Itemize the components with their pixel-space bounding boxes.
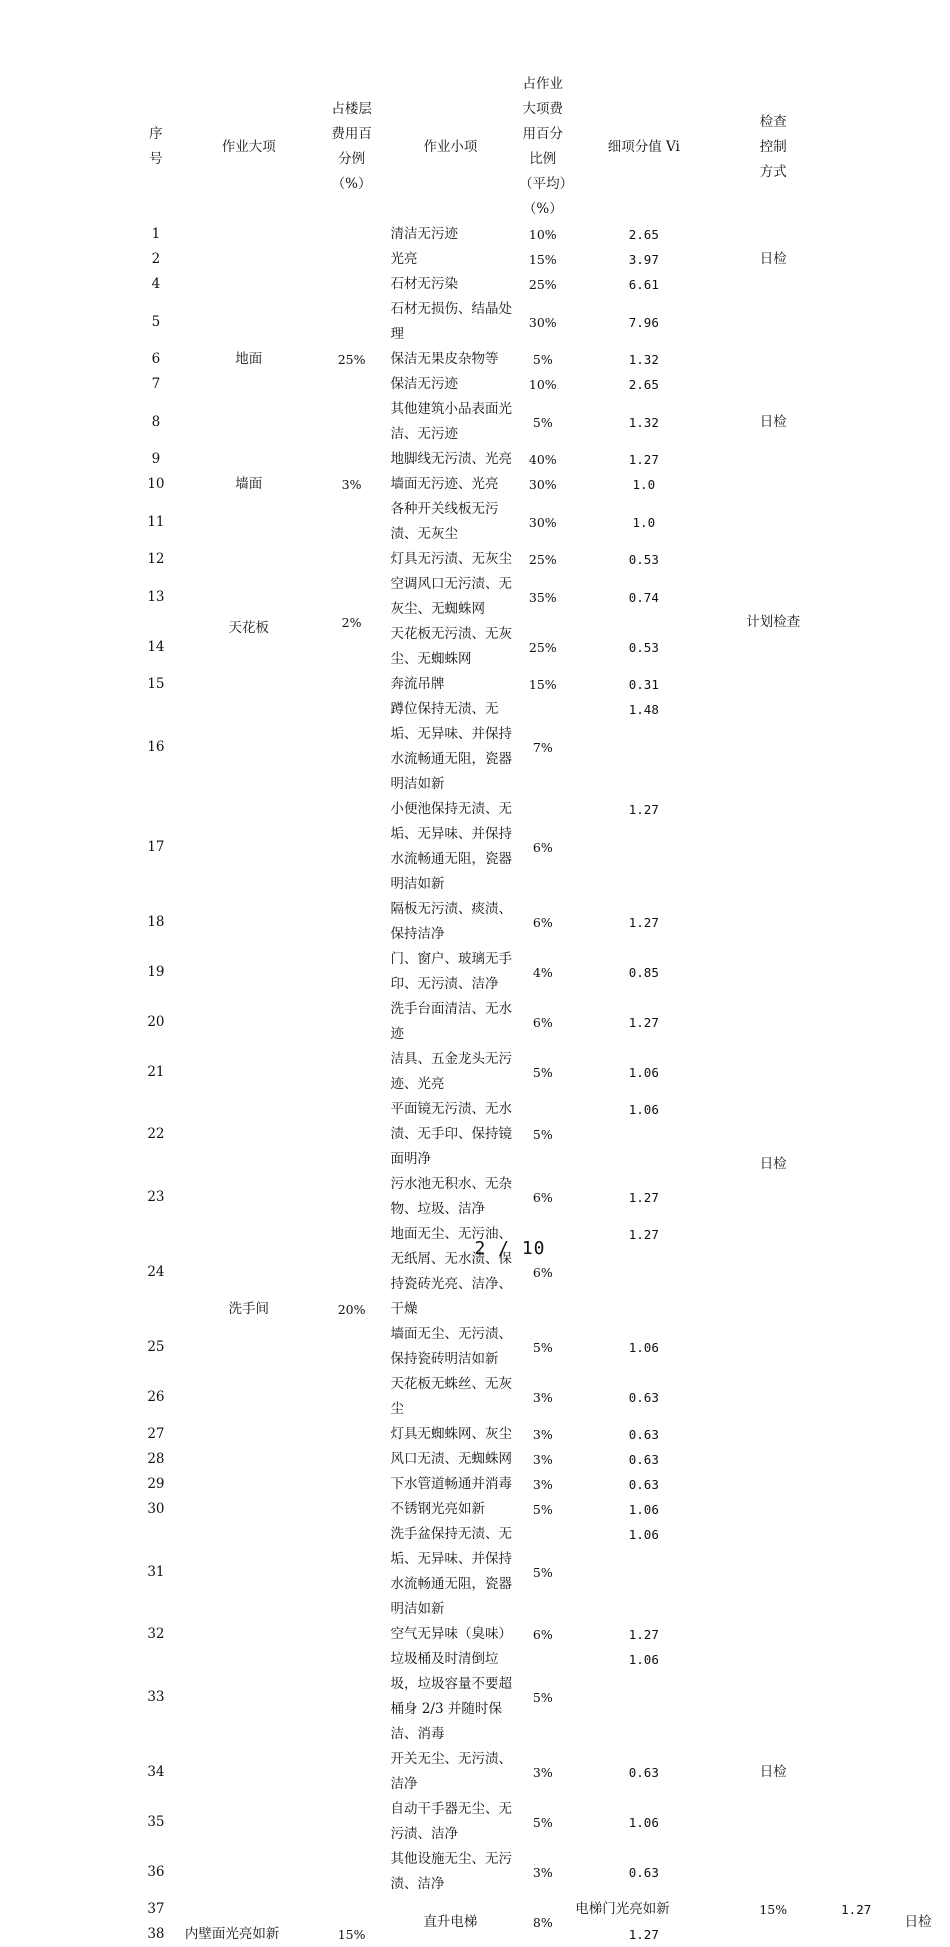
row-item: 石材无损伤、结晶处理	[390, 301, 513, 342]
row-pct: 25%	[528, 552, 557, 567]
row-pct: 10%	[528, 377, 557, 392]
row-vi: 1.06	[628, 1814, 659, 1830]
row-no: 22	[147, 1126, 165, 1142]
row-item: 地脚线无污渍、光亮	[390, 451, 513, 467]
row-vi: 1.27	[628, 1627, 659, 1642]
check-method: 日检	[759, 1763, 787, 1780]
row-no: 18	[147, 913, 165, 930]
row-no: 4	[151, 276, 161, 292]
row-no: 23	[147, 1188, 165, 1205]
category-elevator: 直升电梯	[423, 1913, 478, 1930]
row-item: 蹲位保持无渍、无垢、无异味、并保持水流畅通无阻，瓷器明洁如新	[390, 701, 513, 792]
row-pct: 3%	[532, 1764, 553, 1780]
row-item: 石材无污染	[390, 276, 459, 292]
row-item: 空调风口无污渍、无灰尘、无蜘蛛网	[390, 576, 513, 617]
row-item: 风口无渍、无蜘蛛网	[390, 1451, 513, 1467]
row-no: 26	[147, 1388, 165, 1405]
category-wall: 墙面	[235, 476, 263, 492]
row-pct: 15%	[337, 1927, 366, 1942]
floor-pct-wall: 3%	[341, 477, 362, 492]
table-row	[135, 222, 950, 247]
category-ceiling: 天花板	[228, 619, 269, 636]
row-item: 光亮	[390, 251, 418, 267]
row-vi: 1.06	[628, 1527, 659, 1542]
row-item: 各种开关线板无污渍、无灰尘	[390, 501, 499, 542]
row-vi: 1.27	[628, 1227, 659, 1242]
row-item: 天花板无污渍、无灰尘、无蜘蛛网	[390, 626, 513, 667]
row-vi: 0.63	[628, 1864, 659, 1880]
row-item: 洗手盆保持无渍、无垢、无异味、并保持水流畅通无阻，瓷器明洁如新	[390, 1526, 513, 1617]
row-no: 32	[147, 1626, 165, 1642]
row-no: 10	[147, 476, 165, 492]
row-no: 25	[147, 1338, 165, 1355]
row-pct: 25%	[528, 277, 557, 292]
row-vi: 1.06	[628, 1652, 659, 1667]
row-item: 不锈钢光亮如新	[390, 1501, 486, 1517]
row-no: 16	[147, 738, 165, 755]
row-pct: 3%	[532, 1389, 553, 1405]
row-no: 14	[147, 638, 165, 655]
row-pct: 3%	[532, 1452, 553, 1467]
row-vi: 0.63	[628, 1427, 659, 1442]
row-pct: 5%	[532, 1502, 553, 1517]
floor-pct-floor: 25%	[337, 352, 366, 367]
row-pct: 4%	[532, 964, 553, 980]
row-no: 28	[147, 1451, 165, 1467]
row-no: 29	[147, 1476, 165, 1492]
row-no: 8	[151, 413, 161, 430]
row-item: 自动干手器无尘、无污渍、洁净	[390, 1801, 513, 1842]
check-method: 日检	[759, 1156, 787, 1172]
row-item: 开关无尘、无污渍、洁净	[390, 1751, 513, 1792]
page-number: 2 / 10	[474, 1238, 546, 1259]
table-header-row	[135, 72, 950, 222]
floor-pct-washroom: 20%	[337, 1302, 366, 1317]
row-vi: 1.27	[628, 1014, 659, 1030]
row-pct: 6%	[532, 839, 553, 855]
row-item: 清洁无污迹	[390, 226, 459, 242]
row-vi: 0.74	[628, 589, 659, 605]
row-no: 9	[151, 451, 161, 467]
row-pct: 5%	[532, 1339, 553, 1355]
row-no: 38	[147, 1926, 165, 1942]
row-no: 13	[147, 588, 165, 605]
row-item: 空气无异味（臭味）	[390, 1626, 513, 1642]
row-pct: 15%	[528, 252, 557, 267]
row-pct: 5%	[532, 1564, 553, 1580]
row-vi: 1.27	[628, 1927, 659, 1942]
floor-pct-elevator: 8%	[532, 1914, 553, 1930]
row-no: 7	[151, 376, 161, 392]
row-pct: 40%	[528, 452, 557, 467]
row-vi: 0.31	[628, 677, 659, 692]
row-item: 保洁无果皮杂物等	[390, 351, 499, 367]
row-pct: 5%	[532, 1127, 553, 1142]
row-vi: 1.48	[628, 702, 659, 717]
row-no: 36	[147, 1863, 165, 1880]
row-pct: 6%	[532, 1627, 553, 1642]
row-vi: 1.32	[628, 352, 659, 367]
row-item: 奔流吊牌	[390, 676, 445, 692]
row-no: 35	[147, 1813, 165, 1830]
row-pct: 5%	[532, 414, 553, 430]
row-vi: 6.61	[628, 277, 659, 292]
row-pct: 15%	[759, 1902, 788, 1917]
row-item: 灯具无污渍、无灰尘	[390, 551, 513, 567]
row-item: 电梯门光亮如新	[575, 1901, 670, 1917]
row-vi: 1.27	[841, 1902, 872, 1917]
row-item: 保洁无污迹	[390, 376, 459, 392]
row-pct: 25%	[528, 639, 557, 655]
row-pct: 15%	[528, 677, 557, 692]
row-item: 下水管道畅通并消毒	[390, 1476, 513, 1492]
row-vi: 0.53	[628, 552, 659, 567]
row-pct: 6%	[532, 1014, 553, 1030]
row-vi: 1.06	[628, 1339, 659, 1355]
row-item: 门、窗户、玻璃无手印、无污渍、洁净	[390, 951, 513, 992]
row-no: 6	[151, 351, 161, 367]
row-vi: 1.32	[628, 414, 659, 430]
row-no: 15	[147, 676, 165, 692]
row-pct: 6%	[532, 1189, 553, 1205]
check-method: 日检	[904, 1913, 932, 1930]
row-vi: 3.97	[628, 252, 659, 267]
row-pct: 10%	[528, 227, 557, 242]
row-pct: 30%	[528, 314, 557, 330]
row-vi: 2.65	[628, 377, 659, 392]
row-vi: 1.0	[632, 477, 656, 492]
check-method: 日检	[759, 251, 787, 267]
row-no: 12	[147, 551, 165, 567]
header-sub-pct: 占作业大项费用百分比例（平均）（%）	[519, 76, 567, 217]
row-pct: 35%	[528, 589, 557, 605]
row-item: 隔板无污渍、痰渍、保持洁净	[390, 901, 513, 942]
row-vi: 7.96	[628, 314, 659, 330]
check-method: 计划检查	[746, 613, 801, 630]
row-no: 30	[147, 1501, 165, 1517]
row-vi: 1.27	[628, 1189, 659, 1205]
row-vi: 1.0	[632, 514, 656, 530]
row-pct: 3%	[532, 1477, 553, 1492]
row-pct: 5%	[532, 352, 553, 367]
row-item: 其他建筑小品表面光洁、无污迹	[390, 401, 513, 442]
row-item: 污水池无积水、无杂物、垃圾、洁净	[390, 1176, 513, 1217]
row-item: 洁具、五金龙头无污迹、光亮	[390, 1051, 513, 1092]
check-method: 日检	[759, 413, 787, 430]
row-item: 洗手台面清洁、无水迹	[390, 1001, 513, 1042]
row-vi: 0.63	[628, 1389, 659, 1405]
row-vi: 1.06	[628, 1102, 659, 1117]
row-vi: 1.27	[628, 802, 659, 817]
row-vi: 0.53	[628, 639, 659, 655]
row-pct: 3%	[532, 1427, 553, 1442]
row-no: 17	[147, 838, 165, 855]
row-no: 21	[147, 1063, 165, 1080]
header-category: 作业大项	[221, 138, 276, 155]
row-no: 37	[147, 1901, 165, 1917]
row-item: 天花板无蛛丝、无灰尘	[390, 1376, 513, 1417]
row-no: 5	[151, 313, 161, 330]
row-pct: 5%	[532, 1064, 553, 1080]
row-item: 其他设施无尘、无污渍、洁净	[390, 1851, 513, 1892]
row-item: 小便池保持无渍、无垢、无异味、并保持水流畅通无阻，瓷器明洁如新	[390, 801, 513, 892]
row-pct: 3%	[532, 1864, 553, 1880]
row-pct: 6%	[532, 914, 553, 930]
row-pct: 5%	[532, 1814, 553, 1830]
row-no: 1	[151, 226, 161, 242]
row-no: 11	[147, 513, 165, 530]
row-no: 20	[147, 1013, 165, 1030]
table-row	[135, 547, 950, 572]
row-no: 19	[147, 963, 165, 980]
category-floor: 地面	[235, 351, 263, 367]
row-item: 内壁面光亮如新	[184, 1926, 280, 1942]
header-vi: 细项分值 Vi	[607, 138, 680, 155]
row-vi: 2.65	[628, 227, 659, 242]
row-pct: 30%	[528, 514, 557, 530]
table-row	[135, 697, 950, 797]
row-vi: 0.63	[628, 1477, 659, 1492]
inspection-score-table	[135, 72, 950, 1947]
row-vi: 1.27	[628, 914, 659, 930]
row-item: 地面无尘、无污油、无纸屑、无水渍、保持瓷砖光亮、洁净、干燥	[390, 1226, 513, 1317]
row-no: 31	[147, 1563, 165, 1580]
row-item: 灯具无蜘蛛网、灰尘	[390, 1426, 513, 1442]
row-no: 27	[147, 1426, 165, 1442]
row-vi: 1.27	[628, 452, 659, 467]
row-pct: 30%	[528, 477, 557, 492]
header-check: 检查控制方式	[759, 113, 787, 180]
row-item: 平面镜无污渍、无水渍、无手印、保持镜面明净	[390, 1101, 513, 1167]
row-vi: 0.63	[628, 1452, 659, 1467]
row-no: 33	[147, 1688, 165, 1705]
row-vi: 0.85	[628, 964, 659, 980]
row-pct: 7%	[532, 739, 553, 755]
row-no: 34	[147, 1763, 165, 1780]
table-row	[135, 472, 950, 497]
header-floor-pct: 占楼层费用百分例（%）	[331, 101, 372, 192]
row-vi: 1.06	[628, 1064, 659, 1080]
row-item: 墙面无尘、无污渍、保持瓷砖明洁如新	[390, 1326, 513, 1367]
row-vi: 1.06	[628, 1502, 659, 1517]
category-washroom: 洗手间	[228, 1301, 269, 1317]
header-item: 作业小项	[423, 138, 478, 155]
row-pct: 5%	[532, 1689, 553, 1705]
row-item: 墙面无污迹、光亮	[390, 476, 499, 492]
floor-pct-ceiling: 2%	[341, 614, 362, 630]
row-no: 2	[151, 251, 161, 267]
header-no: 序号	[149, 126, 163, 167]
row-pct: 6%	[532, 1264, 553, 1280]
row-no: 24	[147, 1263, 165, 1280]
row-item: 垃圾桶及时清倒垃圾，垃圾容量不要超桶身 2/3 并随时保洁、消毒	[390, 1651, 513, 1742]
row-vi: 0.63	[628, 1764, 659, 1780]
